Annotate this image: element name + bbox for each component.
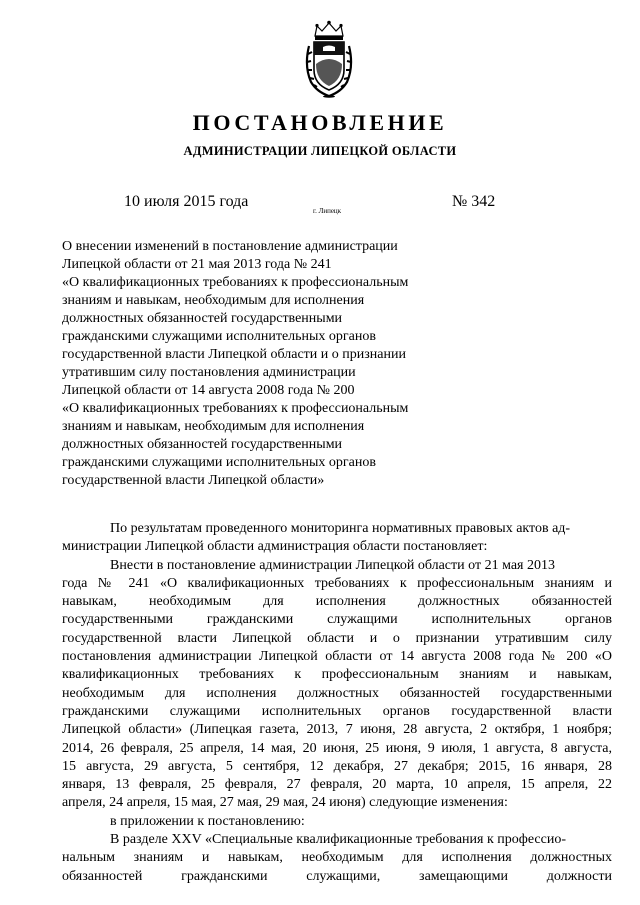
body-line: постановления администрации Липецкой области от 14 августа 2008 года № 200 «О bbox=[62, 649, 612, 665]
subject-line: О внесении изменений в постановление администрации bbox=[62, 239, 398, 254]
body-line: гражданскими служащими исполнительных органов государственной власти bbox=[62, 703, 612, 719]
body-line: министрации Липецкой области администрация области постановляет: bbox=[62, 539, 488, 555]
document-title: ПОСТАНОВЛЕНИЕ bbox=[192, 110, 448, 135]
body-line: необходимым для исполнения должностных обязанностей государственными bbox=[62, 685, 612, 701]
coat-of-arms-icon bbox=[303, 20, 355, 98]
subject-line: Липецкой области от 21 мая 2013 года № 241 bbox=[62, 257, 332, 272]
body-line: января, 13 февраля, 25 февраля, 27 февраля, 20 марта, 10 апреля, 15 апреля, 22 bbox=[62, 777, 612, 793]
subject-line: Липецкой области от 14 августа 2008 года № 200 bbox=[62, 383, 355, 398]
document-city: г. Липецк bbox=[313, 207, 342, 215]
subject-line: утратившим силу постановления администрации bbox=[62, 365, 356, 380]
body-line: в приложении к постановлению: bbox=[110, 813, 305, 829]
document-number: № 342 bbox=[452, 193, 496, 210]
subject-line: «О квалификационных требованиях к профессиональным bbox=[62, 401, 409, 416]
subject-line: гражданскими служащими исполнительных органов bbox=[62, 329, 376, 344]
subject-line: должностных обязанностей государственными bbox=[62, 311, 343, 326]
body-line: года № 241 «О квалификационных требованиях к профессиональным знаниям и bbox=[62, 575, 612, 591]
document-subject bbox=[62, 238, 462, 490]
subject-line: «О квалификационных требованиях к профессиональным bbox=[62, 275, 409, 290]
body-line: навыкам, необходимым для исполнения должностных обязанностей bbox=[62, 594, 612, 610]
body-line: квалификационных требованиях к профессиональным знаниям и навыкам, bbox=[62, 667, 612, 683]
body-line: нальным знаниям и навыкам, необходимым для исполнения должностных bbox=[62, 850, 612, 866]
subject-line: государственной власти Липецкой области» bbox=[62, 473, 325, 488]
document-body bbox=[62, 520, 612, 886]
body-line: В разделе XXV «Специальные квалификационные требования к профессио- bbox=[110, 832, 566, 848]
body-line: государственными гражданскими служащими исполнительных органов bbox=[62, 612, 612, 628]
body-line: Внести в постановление администрации Липецкой области от 21 мая 2013 bbox=[110, 557, 555, 573]
body-line: 15 августа, 29 августа, 5 сентября, 12 декабря, 27 декабря; 2015, 16 января, 28 bbox=[62, 758, 612, 774]
body-line: По результатам проведенного мониторинга нормативных правовых актов ад- bbox=[110, 521, 571, 536]
body-line: 2014, 26 февраля, 25 апреля, 14 мая, 20 июня, 25 июня, 9 июля, 1 августа, 8 августа, bbox=[62, 740, 612, 756]
body-line: апреля, 24 апреля, 15 мая, 27 мая, 29 мая, 24 июня) следующие изменения: bbox=[62, 795, 508, 811]
body-line: государственной власти Липецкой области и о признании утратившим силу bbox=[62, 630, 612, 646]
subject-line: государственной власти Липецкой области и о признании bbox=[62, 347, 406, 362]
subject-line: знаниям и навыкам, необходимым для исполнения bbox=[62, 419, 365, 434]
subject-line: знаниям и навыкам, необходимым для исполнения bbox=[62, 293, 365, 308]
subject-line: гражданскими служащими исполнительных органов bbox=[62, 455, 376, 470]
body-line: Липецкой области» (Липецкая газета, 2013, 7 июня, 28 августа, 2 октября, 1 ноября; bbox=[62, 722, 612, 738]
body-line: обязанностей гражданскими служащими, замещающими должности bbox=[62, 868, 612, 884]
subject-line: должностных обязанностей государственными bbox=[62, 437, 343, 452]
issuer-subtitle: АДМИНИСТРАЦИИ ЛИПЕЦКОЙ ОБЛАСТИ bbox=[183, 144, 457, 158]
document-date: 10 июля 2015 года bbox=[124, 193, 249, 210]
